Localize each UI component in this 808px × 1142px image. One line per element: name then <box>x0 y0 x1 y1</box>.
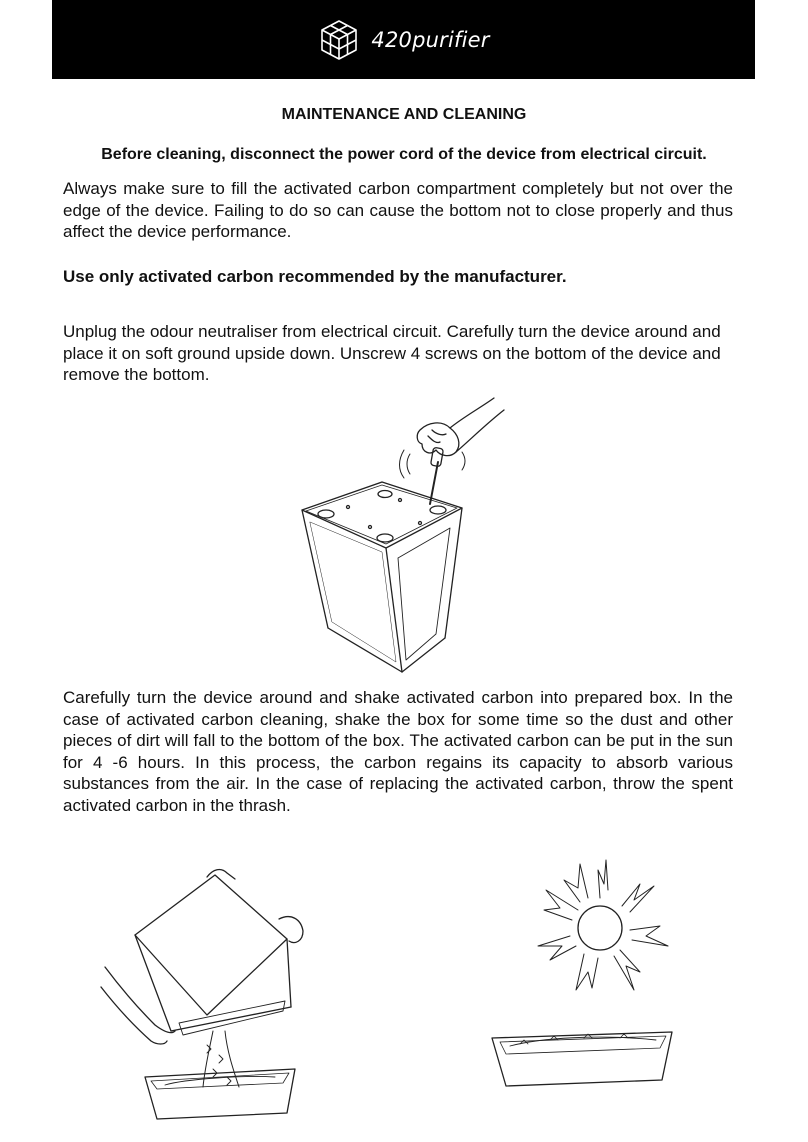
header-bar <box>52 0 755 79</box>
warning-text: Before cleaning, disconnect the power cord of the device from electrical circuit. <box>101 146 707 163</box>
pour-carbon-illustration <box>95 855 315 1125</box>
page-title: MAINTENANCE AND CLEANING <box>281 106 527 123</box>
paragraph-carbon-cleaning: Carefully turn the device around and shake activated carbon into prepared box. In the case of activated carbon cleaning, shake the box for some time so the dust and other pieces of dirt will fall to the bottom of the box. The activated carbon can be put in the sun for 4 -6 hours. In this process, the carbon regains its capacity to absorb various substances from the air. In the case of replacing the activated carbon, throw the spent activated carbon in the thrash. <box>63 688 733 815</box>
paragraph-unscrew-instructions: Unplug the odour neutraliser from electrical circuit. Carefully turn the device around and place it on soft ground upside down. Unscrew 4 screws on the bottom of the device and remove the bottom. <box>63 322 721 384</box>
paragraph-carbon-note: Use only activated carbon recommended by the manufacturer. <box>63 267 567 286</box>
paragraph-fill-instructions: Always make sure to fill the activated carbon compartment completely but not over the edge of the device. Failing to do so can cause the bottom not to close properly and thus affect the device performance. <box>63 179 733 241</box>
sun-dry-carbon-illustration <box>480 850 680 1120</box>
brand <box>317 18 489 62</box>
unscrew-bottom-illustration <box>290 390 530 680</box>
brand-name: 420purifier <box>371 27 490 52</box>
cube-logo-icon <box>317 18 361 62</box>
